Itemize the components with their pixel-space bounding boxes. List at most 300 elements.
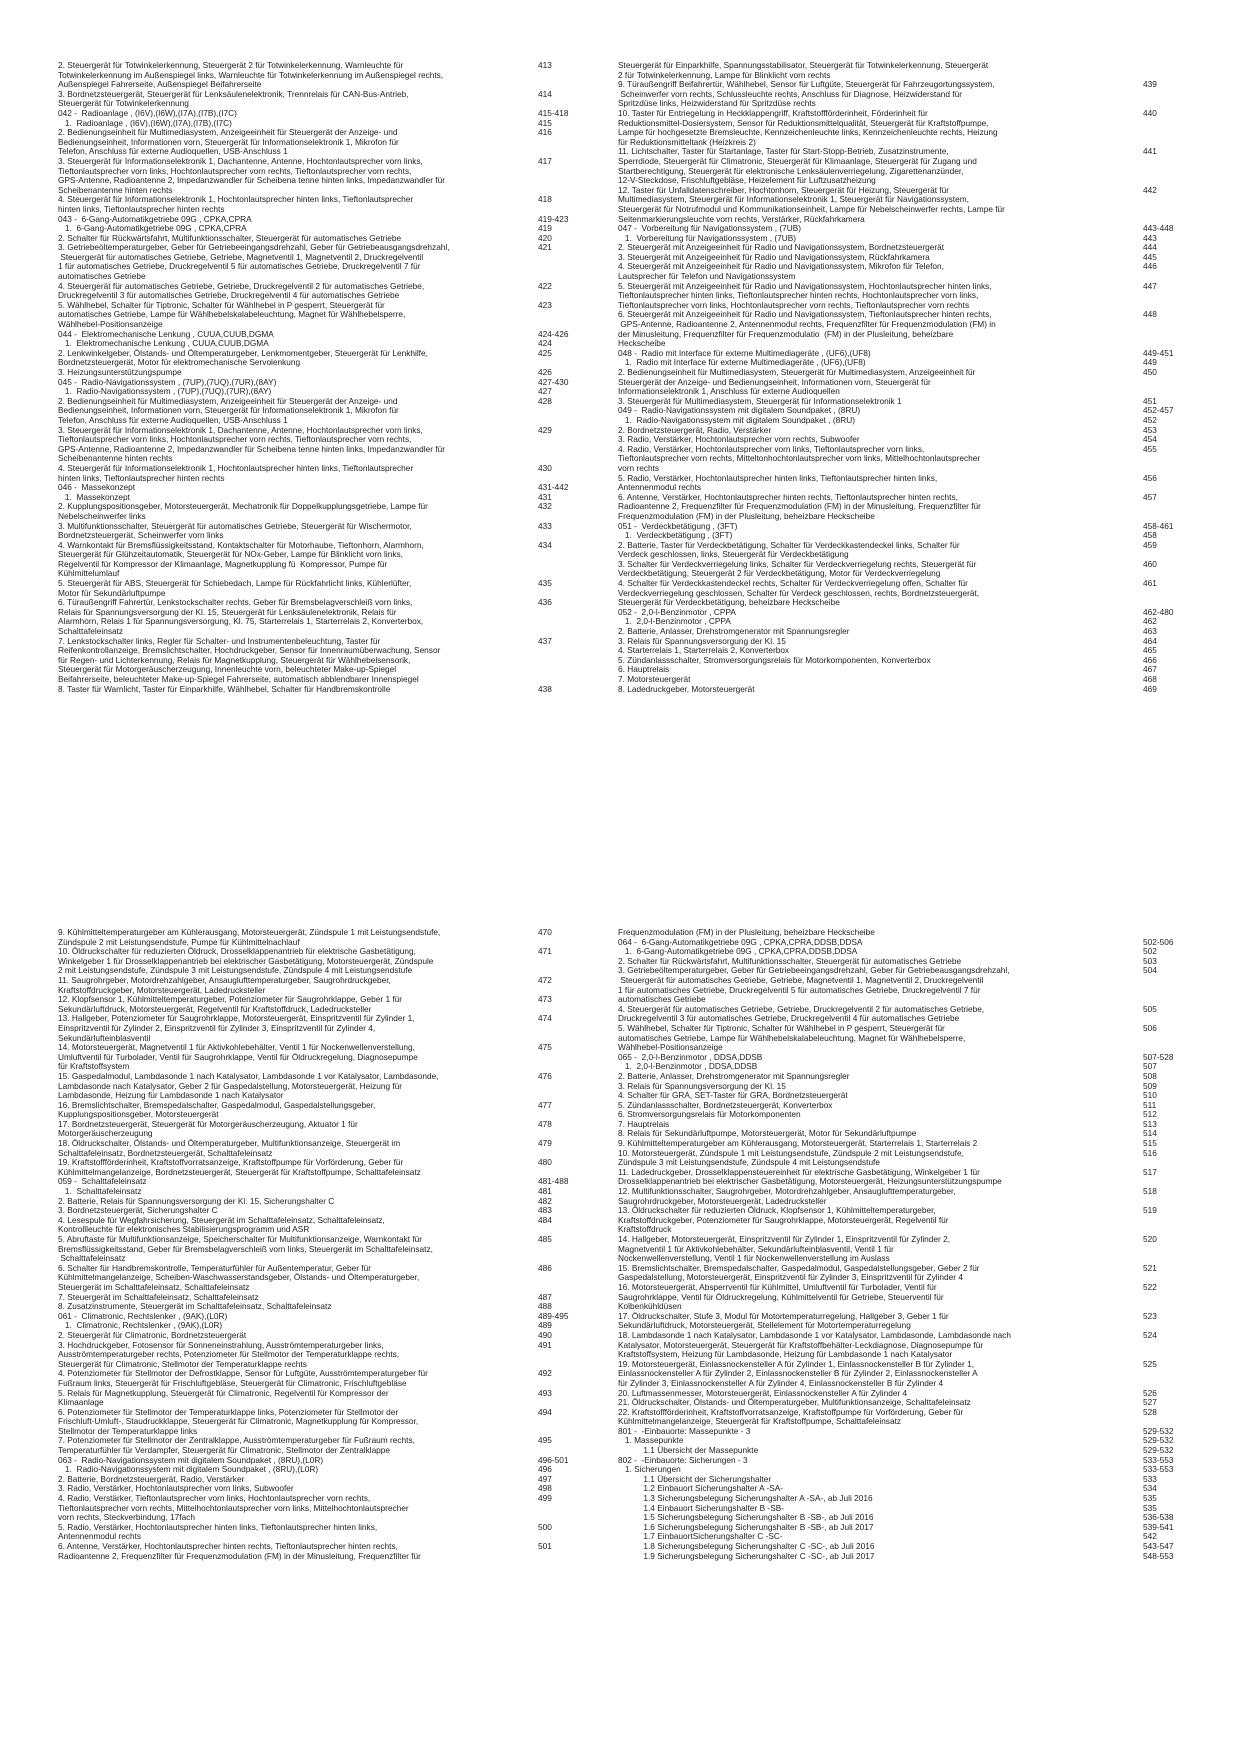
toc-entry-text: 6. Antenne, Verstärker, Hochtonlautsprecher hinten rechts, Tieftonlautsprecher hinten rechts, Radioantenne 2, Frequenzfilter für Frequenzmodulation (FM) in der Minusleitung, Frequenzfilter für Frequenzmodulation (FM) in der Plusleitung, beheizbare Heckscheibe [618,491,981,521]
toc-entry-page: 467 [1143,664,1157,675]
toc-entry-page: 492 [538,1368,552,1379]
toc-entry-text: 048 - Radio mit Interface für externe Multimediageräte , (UF6),(UF8) [618,347,871,358]
toc-entry-text: 15. Bremslichtschalter, Bremspedalschalter, Gaspedalmodul, Gaspedalstellungsgeber, Geber 2 für Gaspedalstellung, Motorsteuergerät, Einspritzventil für Zylinder 3, Einspritzventil für Zylinder 4 [618,1262,980,1283]
toc-entry-text: 10. Taster für Entriegelung in Heckklappengriff, Kraftstoffförderinheit, Förderinheit für Reduktionsmittel-Dosiersystem, Sensor für Reduktionsmittelqualität, Steuergerät für Kraftstoffpumpe, Lampe für hochgesetzte Bremsleuchte, Kennzeichenleuchte links, Kennzeichenleuchte rechts, Heizung für Reduktionsmitteltank (Heizkreis 2) [618,107,998,147]
toc-entry-text: 2. Steuergerät mit Anzeigeeinheit für Radio und Navigationssystem, Bordnetzsteuergerät [618,242,945,253]
toc-entry-page: 452 [1143,414,1157,425]
toc-entry [618,310,1178,348]
toc-entry-text: 3. Radio, Verstärker, Hochtonlautsprecher vorn rechts, Subwoofer [618,434,860,445]
toc-entry-page: 515 [1143,1138,1157,1149]
toc-entry-text: 5. Wählhebel, Schalter für Tiptronic, Schalter für Wählhebel in P gesperrt, Steuergerät für automatisches Getriebe, Lampe für Wählhebelskalabeleuchtung, Magnet für Wählhebelsperre, Wählhebel-Positionsanzeige [618,1022,966,1053]
toc-entry-page: 514 [1143,1128,1157,1139]
toc-entry-page: 533-553 [1143,1464,1174,1475]
toc-entry-text: 2. Batterie, Relais für Spannungsversorgung der Kl. 15, Sicherungshalter C [58,1195,335,1206]
toc-entry-page: 449-451 [1143,347,1174,358]
toc-entry-text: 12. Klopfsensor 1, Kühlmitteltemperaturgeber, Potenziometer für Saugrohrklappe, Geber 1 für Sekundärluftdruck, Motorsteuergerät, Regelventil für Kraftstoffdruck, Ladedrucksteller [58,994,403,1014]
toc-entry-text: 1. 2,0-l-Benzinmotor , CPPA [618,616,731,627]
toc-entry-page: 431-442 [538,482,569,493]
toc-entry-text: 3. Steuergerät mit Anzeigeeinheit für Radio und Navigationssystem, Rückfahrkamera [618,251,930,262]
toc-entry-text: 19. Motorsteuergerät, Einlassnockensteller A für Zylinder 1, Einlassnockensteller B für Zylinder 1, Einlassnockensteller A für Zylinder 2, Einlassnockensteller B für Zylinder 2, Einlassnockensteller A für Zylinder 3, Einlassnockensteller A für Zylinder 4, Einlassnockensteller B für Zylinder 4 [618,1358,978,1388]
toc-entry-page: 476 [538,1070,552,1081]
toc-entry-page: 469 [1143,683,1157,694]
toc-entry-page: 481 [538,1186,552,1197]
toc-entry [618,685,1178,695]
toc-entry-page: 487 [538,1291,552,1302]
toc-entry-text: 2. Batterie, Taster für Verdeckbetätigung, Schalter für Verdeckkastendeckel links, Schalter für Verdeck geschlossen, links, Steuergerät für Verdeckbetätigung [618,539,960,560]
toc-entry [618,1552,1178,1562]
toc-entry-text: Frequenzmodulation (FM) in der Plusleitung, beheizbare Heckscheibe [618,928,875,937]
toc-entry-text: 046 - Massekonzept [58,482,136,493]
toc-entry-page: 446 [1143,261,1157,272]
toc-entry-text: 4. Potenziometer für Stellmotor der Defrostklappe, Sensor für Luftgüte, Ausströmtemperaturgeber für Fußraum links, Steuergerät für Frischluftgebläse, Steuergerät für Climatronic, Frischluftgebläse [58,1368,428,1388]
toc-entry-text: 19. Kraftstoffförderinheit, Kraftstoffvorratsanzeige, Kraftstoffpumpe für Vorförderung, Geber für Kühlmittelmangelanzeige, Bordnetzsteuergerät, Steuergerät für Kraftstoffpumpe, Schalttafeleinsatz [58,1157,421,1177]
toc-entry-text: 3. Hochdruckgeber, Fotosensor für Sonneneinstrahlung, Ausströmtemperaturgeber links, Ausströmtemperaturgeber rechts, Potenziometer für Stellmotor der Temperaturklappe rechts, Steuergerät für Climatronic, Stellmotor der Temperaturklappe rechts [58,1339,400,1369]
toc-entry-text: 3. Relais für Spannungsversorgung der Kl. 15 [618,1080,786,1091]
toc-entry-page: 525 [1143,1358,1157,1369]
toc-entry-text: 5. Abruftaste für Multifunktionsanzeige, Speicherschalter für Multifunktionsanzeige, Warnkontakt für Bremsflüssigkeitsstand, Geber für Bremsbelagverschleiß vorn links, Steuergerät im Schalttafeleinsatz, Schalttafeleinsatz [58,1234,433,1264]
toc-entry-text: 061 - Climatronic, Rechtslenker , (9AK),(L0R) [58,1310,228,1321]
toc-entry-text: 3. Steuergerät für Informationselektronik 1, Dachantenne, Antenne, Hochtonlautsprecher vorn links, Tieftonlautsprecher vorn links, Hochtonlautsprecher vorn rechts, Tieftonlautsprecher vorn rechts, GPS-Antenne, Radioantenne 2, Impedanzwandler für Scheibena tenne hinten links, Impedanzwandler für Scheibenantenne hinten rechts [58,155,445,195]
toc-entry [58,1120,598,1139]
toc-entry-text: 1. Radio-Navigationssystem mit digitalem Soundpaket , (8RU) [618,414,856,425]
toc-entry-page: 443-448 [1143,223,1174,234]
toc-entry-text: 8. Taster für Warnlicht, Taster für Einparkhilfe, Wählhebel, Schalter für Handbremskontrolle [58,683,391,694]
toc-entry [58,157,598,195]
toc-entry-text: 059 - Schalttafeleinsatz [58,1176,147,1187]
toc-entry-text: 1. Radioanlage , (I6V),(I6W),(I7A),(I7B),(I7C) [58,117,232,128]
toc-entry-text: 4. Schalter für Verdeckkastendeckel rechts, Schalter für Verdeckverriegelung offen, Schalter für Verdeckverriegelung geschlossen, Schalter für Verdeck geschlossen, rechts, Bordnetzsteuergerät, Steuergerät für Verdeckbetätigung, beheizbare Heckscheibe [618,578,980,608]
toc-entry [58,1139,598,1158]
toc-entry-text: 065 - 2,0-l-Benzinmotor , DDSA,DDSB [618,1051,763,1062]
toc-panel-bottom-left [58,928,598,1695]
toc-entry-text: 4. Warnkontakt für Bremsflüssigkeitsstand, Kontaktschalter für Motorhaube, Tieftonhorn, Alarmhorn, Steuergerät für Glühzeitautomatik, Steuergerät für NOx-Geber, Lampe für Blinklicht vorn links, Regelventil für Kompressor der Klimaanlage, Magnetkupplung fü Kompressor, Pumpe für Kühlmittelumlauf [58,539,424,579]
toc-panel-bottom-right [618,928,1178,1695]
toc-entry-page: 528 [1143,1406,1157,1417]
toc-entry-text: 6. Stromversorgungsrelais für Motorkomponenten [618,1109,801,1120]
toc-entry-text: 10. Motorsteuergerät, Zündspule 1 mit Leistungsendstufe, Zündspule 2 mit Leistungsendstufe, Zündspule 3 mit Leistungsendstufe, Zündspule 4 mit Leistungsendstufe [618,1147,964,1168]
toc-entry-text: 3. Steuergerät für Multimediasystem, Steuergerät für Informationselektronik 1 [618,395,902,406]
toc-entry-text: 13. Hallgeber, Potenziometer für Saugrohrklappe, Motorsteuergerät, Einspritzventil für Zylinder 1, Einspritzventil für Zylinder 2, Einspritzventil für Zylinder 3, Einspritzventil für Zylinder 4, Sekundärlufteinblasventil [58,1013,415,1043]
toc-entry [58,1389,598,1408]
toc-entry-page: 490 [538,1329,552,1340]
toc-entry-page: 486 [538,1262,552,1273]
toc-entry-page: 477 [538,1099,552,1110]
toc-entry-page: 440 [1143,107,1157,118]
toc-entry-page: 436 [538,597,552,608]
toc-entry-text: 8. Ladedruckgeber, Motorsteuergerät [618,683,755,694]
toc-entry-page: 422 [538,280,552,291]
toc-entry-text: 2. Bedienungseinheit für Multimediasystem, Steuergerät für Multimediasystem, Anzeigeeinheit für Steuergerät der Anzeige- und Bedienungseinheit, Informationen vorn, Steuergerät für Informationselektronik 1, Anschluss für externe Audioquellen [618,367,976,397]
toc-entry-text: 1. Radio-Navigationssystem mit digitalem Soundpaket , (8RU),(L0R) [58,1464,319,1475]
toc-entry [58,349,598,368]
toc-panel-top-left [58,61,598,828]
toc-entry-text: 4. Starterrelais 1, Starterrelais 2, Konverterbox [618,645,790,656]
toc-entry-page: 465 [1143,645,1157,656]
toc-entry-page: 458-461 [1143,520,1174,531]
toc-entry-page: 527 [1143,1397,1157,1408]
toc-entry-page: 418 [538,194,552,205]
toc-entry-page: 533-553 [1143,1454,1174,1465]
toc-entry [58,1235,598,1264]
toc-entry [58,598,598,636]
toc-entry-page: 529-532 [1143,1435,1174,1446]
toc-entry-text: 1.8 Sicherungsbelegung Sicherungshalter C -SC-, ab Juli 2016 [618,1541,875,1551]
toc-entry-text: 1. Schalttafeleinsatz [58,1186,142,1197]
toc-entry-page: 529-532 [1143,1425,1174,1436]
toc-entry-page: 461 [1143,578,1157,589]
toc-entry-text: 2. Steuergerät für Climatronic, Bordnetzsteuergerät [58,1329,247,1340]
toc-entry-page: 499 [538,1493,552,1504]
toc-entry-text: 051 - Verdeckbetätigung , (3FT) [618,520,738,531]
toc-entry-text: 1. Vorbereitung für Navigationssystem , (7UB) [618,232,797,243]
toc-entry-page: 429 [538,424,552,435]
toc-entry-text: 7. Hauptrelais [618,1118,670,1129]
toc-entry-page: 475 [538,1042,552,1053]
toc-entry-page: 414 [538,88,552,99]
toc-entry-text: 1.9 Sicherungsbelegung Sicherungshalter C -SC-, ab Juli 2017 [618,1550,875,1561]
toc-entry-text: 8. Relais für Sekundärluftpumpe, Motorsteuergerät, Motor für Sekundärluftpumpe [618,1128,917,1139]
toc-entry-text: 4. Schalter für GRA, SET-Taster für GRA, Bordnetzsteuergerät [618,1090,848,1101]
toc-entry-text: 6. Antenne, Verstärker, Hochtonlautsprecher hinten rechts, Tieftonlautsprecher hinten rechts, Radioantenne 2, Frequenzfilter für Frequenzmodulation (FM) in der Minusleitung, Frequenzfilter für [58,1541,421,1561]
toc-entry-page: 505 [1143,1003,1157,1014]
toc-entry-text: 11. Ladedruckgeber, Drosselklappensteuereinheit für elektrische Gasbetätigung, Winkelgeber 1 für Drosselklappenantrieb bei elektrischer Gasbetätigung, Motorsteuergerät, Heizungsunterstützungspumpe [618,1166,1002,1187]
toc-entry-text: 1. Radio mit Interface für externe Multimediageräte , (UF6),(UF8) [618,357,866,368]
toc-entry-page: 427-430 [538,376,569,387]
toc-entry-text: 3. Multifunktionsschalter, Steuergerät für automatisches Getriebe, Steuergerät für Wischermotor, Bordnetzsteuergerät, Scheinwerfer vorn links [58,520,412,541]
toc-entry-text: Steuergerät für Einparkhilfe, Spannungsstabilisator, Steuergerät für Totwinkelerkennung, Steuergerät 2 für Totwinkelerkennung, Lampe für Blinklicht vorn rechts [618,61,989,80]
toc-entry-page: 445 [1143,251,1157,262]
toc-entry-text: 9. Kühlmitteltemperaturgeber am Kühlerausgang, Motorsteuergerät, Zündspule 1 mit Leistungsendstufe, Zündspule 2 mit Leistungsendstufe, Pumpe für Kühlmittelnachlauf [58,928,441,947]
toc-entry-page: 520 [1143,1234,1157,1244]
toc-entry [618,1312,1178,1331]
toc-entry-page: 457 [1143,491,1157,502]
toc-entry [618,109,1178,147]
toc-entry-text: 1.3 Sicherungsbelegung Sicherungshalter A -SA-, ab Juli 2016 [618,1493,873,1504]
toc-entry-page: 449 [1143,357,1157,368]
toc-entry-text: 5. Zündanlassschalter, Stromversorgungsrelais für Motorkomponenten, Konverterbox [618,654,931,665]
toc-entry [618,1206,1178,1235]
toc-entry-page: 456 [1143,472,1157,483]
toc-entry [618,1360,1178,1389]
toc-entry-text: 049 - Radio-Navigationssystem mit digitalem Soundpaket , (8RU) [618,405,861,416]
toc-entry [618,541,1178,560]
toc-entry-text: 4. Steuergerät für Informationselektronik 1, Hochtonlautsprecher hinten links, Tieftonlautsprecher hinten links, Tieftonlautsprecher hinten rechts [58,462,414,483]
toc-entry-text: 3. Schalter für Verdeckverriegelung links, Schalter für Verdeckverriegelung rechts, Steuergerät für Verdeckbetätigung, Steuergerät 2 für Verdeckbetätigung, Motor für Verdeckverriegelung [618,558,977,579]
toc-entry-text: 1. Radio-Navigationssystem , (7UP),(7UQ),(7UR),(8AY) [58,386,272,397]
toc-entry [618,493,1178,522]
toc-entry-page: 480 [538,1157,552,1168]
toc-entry-page: 500 [538,1521,552,1532]
toc-entry-page: 481-488 [538,1176,569,1187]
toc-entry-text: 052 - 2,0-l-Benzinmotor , CPPA [618,606,736,617]
toc-entry-page: 504 [1143,965,1157,976]
toc-entry-page: 482 [538,1195,552,1206]
toc-entry-page: 460 [1143,558,1157,569]
toc-entry-page: 431 [538,491,552,502]
toc-entry-page: 452-457 [1143,405,1174,416]
toc-entry-text: 1.4 Einbauort Sicherungshalter B -SB- [618,1502,785,1513]
toc-entry-page: 535 [1143,1502,1157,1513]
toc-entry [618,1024,1178,1053]
toc-entry [618,1331,1178,1360]
toc-entry-page: 489 [538,1320,552,1331]
toc-entry-page: 516 [1143,1147,1157,1158]
toc-entry-text: 3. Relais für Spannungsversorgung der Kl. 15 [618,635,786,646]
toc-entry-page: 522 [1143,1281,1157,1292]
toc-entry-page: 502 [1143,946,1157,957]
toc-entry-page: 512 [1143,1109,1157,1120]
toc-entry-page: 535 [1143,1493,1157,1504]
toc-entry-page: 502-506 [1143,936,1174,947]
toc-entry-text: 14. Motorsteuergerät, Magnetventil 1 für Aktivkohlebehälter, Ventil 1 für Nockenwellenverstellung, Umluftventil für Turbolader, Ventil für Saugrohrklappe, Ventil für Öldruckregelung, Diagnosepumpe für Kraftstoffsystem [58,1042,418,1072]
toc-entry-page: 497 [538,1473,552,1484]
toc-entry-text: 1. Sicherungen [618,1464,681,1475]
toc-entry [58,1264,598,1293]
toc-entry-page: 507 [1143,1061,1157,1072]
toc-entry [618,1168,1178,1187]
toc-entry-page: 419 [538,223,552,234]
toc-entry-page: 442 [1143,184,1157,195]
toc-entry-page: 506 [1143,1022,1157,1033]
toc-entry-text: 2. Bedienungseinheit für Multimediasystem, Anzeigeeinheit für Steuergerät der Anzeige- und Bedienungseinheit, Informationen vorn, Steuergerät für Informationselektronik 1, Mikrofon für Telefon, Anschluss für externe Audioquellen, USB-Anschluss 1 [58,395,399,425]
toc-entry-text: 4. Radio, Verstärker, Tieftonlautsprecher vorn links, Hochtonlautsprecher vorn rechts, Tieftonlautsprecher vorn rechts, Mittelhochtonlautsprecher vorn links, Mittelhochtonlautsprecher vorn rechts, Steckverbindung, 17fach [58,1493,409,1523]
toc-entry-text: 802 - -Einbauorte: Sicherungen - 3 [618,1454,748,1465]
toc-entry-text: 9. Kühlmitteltemperaturgeber am Kühlerausgang, Motorsteuergerät, Starterrelais 1, Starterrelais 2 [618,1138,978,1149]
toc-entry [618,1149,1178,1168]
toc-entry-page: 529-532 [1143,1445,1174,1456]
toc-entry-page: 491 [538,1339,552,1350]
toc-entry [58,426,598,464]
toc-entry [618,147,1178,185]
toc-entry-page: 430 [538,462,552,473]
toc-entry-text: 2. Batterie, Anlasser, Drehstromgenerator mit Spannungsregler [618,1070,850,1081]
toc-entry-text: 5. Wählhebel, Schalter für Tiptronic, Schalter für Wählhebel in P gesperrt, Steuergerät für automatisches Getriebe, Lampe für Wählhebelskalabeleuchtung, Magnet für Wählhebelsperre, Wählhebel-Positionsanzeige [58,299,406,330]
toc-entry-text: 4. Steuergerät für automatisches Getriebe, Getriebe, Druckregelventil 2 für automatisches Getriebe, Druckregelventil 3 für automatisches Getriebe, Druckregelventil 4 für automatisches Getriebe [58,280,425,301]
toc-entry-page: 517 [1143,1166,1157,1177]
toc-entry-text: 16. Motorsteuergerät, Absperrventil für Kühlmittel, Umluftventil für Turbolader, Ventil für Saugrohrklappe, Ventil für Öldruckregelung, Kühlmittelventil für Getriebe, Steuerventil für Kolbenkühldüsen [618,1281,944,1312]
toc-entry [618,1235,1178,1264]
toc-entry-text: 1. Massekonzept [58,491,130,502]
toc-entry-text: 6. Steuergerät mit Anzeigeeinheit für Radio und Navigationssystem, Tieftonlautsprecher hinten rechts, GPS-Antenne, Radioantenne 2, Antennenmodul rechts, Frequenzfilter für Frequenzmodulation (FM) in der Minusleitung, Frequenzfilter für Frequenzmodulatio (FM) in der Plusleitung, beheizbare Heckscheibe [618,309,996,349]
toc-entry-text: 4. Steuergerät für automatisches Getriebe, Getriebe, Druckregelventil 2 für automatisches Getriebe, Druckregelventil 3 für automatisches Getriebe, Druckregelventil 4 für automatisches Getriebe [618,1003,985,1024]
toc-entry-text: 18. Lambdasonde 1 nach Katalysator, Lambdasonde 1 vor Katalysator, Lambdasonde, Lambdasonde nach Katalysator, Motorsteuergerät, Steuergerät für Kraftstoffbehälter-Leckdiagnose, Diagnosepumpe für Kraftstoffsystem, Heizung für Lambdasonde, Heizung für Lambdasonde 1 nach Katalysator [618,1329,1011,1360]
toc-entry-text: 13. Öldruckschalter für reduzierten Öldruck, Klopfsensor 1, Kühlmitteltemperaturgeber, Kraftstoffdruckgeber, Potenziometer für Saugrohrklappe, Motorsteuergerät, Regelventil für Kraftstoffdruck [618,1205,949,1235]
toc-entry-page: 543-547 [1143,1541,1174,1551]
toc-entry-text: 6. Potenziometer für Stellmotor der Temperaturklappe links, Potenziometer für Stellmotor der Frischluft-Umluft-, Staudruckklappe, Steuergerät für Climatronic, Magnetkupplung für Kompressor, Stellmotor der Temperaturklappe links [58,1406,419,1436]
toc-entry-page: 416 [538,127,552,138]
toc-entry [58,1216,598,1235]
toc-entry-page: 474 [538,1013,552,1024]
toc-entry [58,464,598,483]
toc-entry-text: 4. Radio, Verstärker, Hochtonlautsprecher vorn links, Tieftonlautsprecher vorn links, Tieftonlautsprecher vorn rechts, Mitteltonhochtonlautsprecher vorn links, Mittelhochtonlautsprecher vorn rechts [618,443,981,473]
toc-entry [618,560,1178,579]
toc-entry-page: 503 [1143,955,1157,966]
toc-entry-text: 801 - -Einbauorte: Massepunkte - 3 [618,1425,751,1436]
toc-entry-page: 483 [538,1205,552,1216]
toc-entry-page: 472 [538,974,552,985]
toc-entry-page: 443 [1143,232,1157,243]
toc-entry-text: 3. Bordnetzsteuergerät, Sicherungshalter C [58,1205,218,1216]
toc-entry-page: 424-426 [538,328,569,339]
toc-entry-text: 1.6 Sicherungsbelegung Sicherungshalter B -SB-, ab Juli 2017 [618,1521,874,1532]
toc-entry [58,995,598,1014]
toc-entry-page: 509 [1143,1080,1157,1091]
toc-entry-text: 17. Öldruckschalter, Stufe 3, Modul für Motortemperaturregelung, Hallgeber 3, Geber 1 für Sekundärluftdruck, Motorsteuergerät, Stellelement für Motortemperaturregelung [618,1310,949,1331]
toc-entry-page: 468 [1143,674,1157,684]
toc-entry [58,928,598,947]
toc-entry [58,579,598,598]
toc-entry-text: 064 - 6-Gang-Automatikgetriebe 09G , CPKA,CPRA,DDSB,DDSA [618,936,863,947]
toc-entry-text: 2. Lenkwinkelgeber, Ölstands- und Öltemperaturgeber, Lenkmomentgeber, Steuergerät für Lenkhilfe, Bordnetzsteuergerät, Motor für elektromechanische Servolenkung [58,347,428,368]
toc-entry [58,1523,598,1542]
toc-entry [618,1283,1178,1312]
toc-entry-page: 419-423 [538,213,569,224]
toc-entry [58,1101,598,1120]
toc-entry-page: 415-418 [538,107,569,118]
toc-entry-page: 498 [538,1483,552,1494]
toc-entry-text: 20. Luftmassenmesser, Motorsteuergerät, Einlassnockensteller A für Zylinder 4 [618,1387,908,1398]
toc-entry [58,1072,598,1101]
toc-entry-page: 413 [538,61,552,70]
toc-entry-page: 448 [1143,309,1157,320]
toc-entry-page: 432 [538,501,552,512]
toc-entry-page: 533 [1143,1473,1157,1484]
toc-entry [618,282,1178,311]
toc-entry-text: 3. Steuergerät für Informationselektronik 1, Dachantenne, Antenne, Hochtonlautsprecher vorn links, Tieftonlautsprecher vorn links, Hochtonlautsprecher vorn rechts, Tieftonlautsprecher vorn rechts, GPS-Antenne, Radioantenne 2, Impedanzwandler für Scheibena tenne hinten links, Impedanzwandler für Scheibenantenne hinten rechts [58,424,445,464]
toc-entry-text: 15. Gaspedalmodul, Lambdasonde 1 nach Katalysator, Lambdasonde 1 vor Katalysator, Lambdasonde, Lambdasonde nach Katalysator, Geber 2 für Gaspedalstellung, Motorsteuergerät, Heizung für Lambdasonde, Heizung für Lambdasonde 1 nach Katalysator [58,1070,439,1101]
toc-entry-text: 21. Öldruckschalter, Ölstands- und Öltemperaturgeber, Multifunktionsanzeige, Schalttafeleinsatz [618,1397,971,1408]
toc-entry-text: 044 - Elektromechanische Lenkung , CUUA,CUUB,DGMA [58,328,274,339]
toc-entry-text: 4. Steuergerät für Informationselektronik 1, Hochtonlautsprecher hinten links, Tieftonlautsprecher hinten links, Tieftonlautsprecher hinten rechts [58,194,414,214]
toc-entry-text: 1.2 Einbauort Sicherungshalter A -SA- [618,1483,784,1494]
toc-entry [58,502,598,521]
toc-entry-page: 441 [1143,146,1157,157]
toc-entry-page: 424 [538,338,552,349]
toc-entry-page: 542 [1143,1531,1157,1542]
toc-entry-page: 425 [538,347,552,358]
toc-entry-text: 1. 2,0-l-Benzinmotor , DDSA,DDSB [618,1061,758,1072]
toc-entry-page: 495 [538,1435,552,1446]
toc-entry-text: 12. Multifunktionsschalter, Saugrohrgeber, Motordrehzahlgeber, Ansauglufttemperaturgeber, Saugrohrdruckgeber, Motorsteuergerät, Ladedrucksteller [618,1186,956,1206]
toc-entry-page: 463 [1143,626,1157,637]
toc-entry [58,947,598,976]
toc-entry-text: 042 - Radioanlage , (I6V),(I6W),(I7A),(I7B),(I7C) [58,107,237,118]
toc-entry-page: 420 [538,232,552,243]
toc-entry-text: 3. Radio, Verstärker, Hochtonlautsprecher vorn links, Subwoofer [58,1483,294,1494]
toc-entry-page: 459 [1143,539,1157,550]
toc-entry-page: 513 [1143,1118,1157,1129]
toc-entry-page: 417 [538,155,552,166]
toc-entry-text: 047 - Vorbereitung für Navigationssystem , (7UB) [618,223,802,234]
toc-entry-page: 473 [538,994,552,1005]
toc-entry-text: 2. Batterie, Bordnetzsteuergerät, Radio, Verstärker [58,1473,245,1484]
toc-entry-page: 427 [538,386,552,397]
toc-entry-page: 444 [1143,242,1157,253]
toc-entry-text: 1.5 Sicherungsbelegung Sicherungshalter B -SB-, ab Juli 2016 [618,1512,874,1523]
toc-entry-page: 488 [538,1301,552,1312]
toc-entry-text: 1.1 Übersicht der Sicherungshalter [618,1473,772,1484]
toc-entry-text: 7. Lenkstockschalter links, Regler für Schalter- und Instrumentenbeleuchtung, Taster für Reifenkontrollanzeige, Bremslichtschalter, Hochdruckgeber, Sensor für Innenraumüberwachung, Sensor für Regen- und Lichterkennung, Relais für Magnetkupplung, Steuergerät für Wählhebelsensorik, Steuergerät für Motorgeräuscherzeugung, Innenleuchte vorn, beleuchteter Make-up-Spiegel Beifahrerseite, beleuchteter Make-up-Spiegel Fahrerseite, automatisch abblendbarer Innenspiegel [58,635,441,684]
toc-entry [58,243,598,281]
toc-entry-page: 451 [1143,395,1157,406]
toc-entry-text: 2. Schalter für Rückwärtsfahrt, Multifunktionsschalter, Steuergerät für automatisches Getriebe [58,232,402,243]
toc-entry-page: 450 [1143,367,1157,377]
toc-entry [618,445,1178,474]
toc-entry-page: 438 [538,683,552,694]
toc-entry-page: 518 [1143,1186,1157,1197]
toc-entry-page: 534 [1143,1483,1157,1494]
toc-entry-text: 6. Türaußengriff Fahrertür, Lenkstockschalter rechts, Geber für Bremsbelagverschleiß vorn links, Relais für Spannungsversorgung der Kl. 15, Steuergerät für Lenksäulenelektronik, Relais für Alarmhorn, Relais 1 für Spannungsversorgung, Kl. 75, Starterrelais 1, Starterrelais 2, Konverterbox, Schalttafeleinsatz [58,597,424,637]
toc-entry-text: 9. Türaußengriff Beifahrertür, Wählhebel, Sensor für Luftgüte, Steuergerät für Fahrzeugortungssystem, Scheinwerfer vorn rechts, Schlussleuchte rechts, Anschluss für Diagnose, Heizwiderstand für Spritzdüse links, Heizwiderstand für Spritzdüse rechts [618,79,995,109]
toc-entry [58,1542,598,1561]
toc-entry [58,301,598,330]
toc-entry [58,685,598,695]
toc-entry-text: 1. 6-Gang-Automatikgetriebe 09G , CPKA,CPRA [58,223,247,234]
toc-entry-text: 8. Zusatzinstrumente, Steuergerät im Schalttafeleinsatz, Schalttafeleinsatz [58,1301,332,1312]
toc-entry-page: 415 [538,117,552,128]
toc-entry [58,1436,598,1455]
toc-entry-page: 548-553 [1143,1550,1174,1561]
toc-entry-text: 1.1 Übersicht der Massepunkte [618,1445,759,1456]
toc-entry-page: 478 [538,1118,552,1129]
toc-entry-text: 12. Taster für Unfalldatenschreiber, Hochtonhorn, Steuergerät für Heizung, Steuergerät für Multimediasystem, Steuergerät für Informationselektronik 1, Steuergerät für Navigationssystem, Steuergerät für Notrufmodul und Kommunikationseinheit, Lampe für Nebelscheinwerfer rechts, Lampe für Seitenmarkierungsleuchte vorn rechts, Verstärker, Rückfahrkamera [618,184,1005,224]
toc-entry-text: 10. Öldruckschalter für reduzierten Öldruck, Drosselklappenantrieb für elektrische Gasbetätigung, Winkelgeber 1 für Drosselklappenantrieb bei elektrischer Gasbetätigung, Motorsteuergerät, Zündspule 2 mit Leistungsendstufe, Zündspule 3 mit Leistungsendstufe, Zündspule 4 mit Leistungsendstufe [58,946,434,976]
toc-entry [58,128,598,157]
toc-entry-page: 519 [1143,1205,1157,1216]
toc-entry-text: 7. Potenziometer für Stellmotor der Zentralklappe, Ausströmtemperaturgeber für Fußraum rechts, Temperaturfühler für Verdampfer, Steuergerät für Climatronic, Stellmotor der Zentralklappe [58,1435,415,1456]
toc-entry-page: 433 [538,520,552,531]
toc-entry-page: 508 [1143,1070,1157,1081]
toc-entry [618,186,1178,224]
toc-entry-text: 11. Saugrohrgeber, Motordrehzahlgeber, Ansauglufttemperaturgeber, Saugrohrdruckgeber, Kraftstoffdruckgeber, Motorsteuergerät, Ladedrucksteller [58,974,391,995]
toc-entry-page: 435 [538,578,552,589]
toc-entry [618,579,1178,608]
toc-entry [58,637,598,685]
toc-entry-page: 471 [538,946,552,957]
toc-panel-top-right [618,61,1178,828]
toc-entry-page: 454 [1143,434,1157,445]
toc-entry-text: 1. Climatronic, Rechtslenker , (9AK),(L0R) [58,1320,223,1331]
toc-entry-text: 1. Verdeckbetätigung , (3FT) [618,530,733,541]
toc-entry-page: 484 [538,1214,552,1225]
toc-entry-text: 6. Hauptrelais [618,664,670,675]
toc-entry-page: 526 [1143,1387,1157,1398]
toc-entry-text: 3. Getriebeöltemperaturgeber, Geber für Getriebeeingangsdrehzahl, Geber für Getriebeausgangsdrehzahl, Steuergerät für automatisches Getriebe, Getriebe, Magnetventil 1, Magnetventil 2, Druckregelventil 1 für automatisches Getriebe, Druckregelventil 5 für automatisches Getriebe, Druckregelventil 7 für automatisches Getriebe [58,242,450,282]
toc-entry [618,474,1178,493]
toc-entry [58,976,598,995]
toc-entry-text: 11. Lichtschalter, Taster für Startanlage, Taster für Start-Stopp-Betrieb, Zusatzinstrumente, Sperrdiode, Steuergerät für Climatronic, Steuergerät für Klimaanlage, Steuergerät für Zugang und Startberechtigung, Steuergerät für elektronische Lenksäulenverriegelung, Zigarettenanzünder, 12-V-Steckdose, Frischluftgebläse, Heizelement für Luftzusatzheizung [618,146,977,186]
toc-entry-text: 2. Steuergerät für Totwinkelerkennung, Steuergerät 2 für Totwinkelerkennung, Warnleuchte für Totwinkelerkennung im Außenspiegel links, Warnleuchte für Totwinkelerkennung im Außenspiegel rechts, Außenspiegel Fahrerseite, Außenspiegel Beifahrerseite [58,61,444,90]
toc-entry [58,1408,598,1437]
toc-entry-text: 14. Hallgeber, Motorsteuergerät, Einspritzventil für Zylinder 1, Einspritzventil für Zylinder 2, Magnetventil 1 für Aktivkohlebehälter, Sekundärlufteinblasventil, Ventil 1 für Nockenwellenverstellung, Ventil 1 für Nockenwellenverstellung im Auslass [618,1234,951,1264]
toc-entry-text: 17. Bordnetzsteuergerät, Steuergerät für Motorgeräuscherzeugung, Aktuator 1 für Motorgeräuscherzeugung [58,1118,358,1139]
toc-entry-page: 479 [538,1138,552,1149]
toc-entry-text: 043 - 6-Gang-Automatikgetriebe 09G , CPKA,CPRA [58,213,252,224]
toc-entry-page: 539-541 [1143,1521,1174,1532]
toc-entry-text: 5. Zündanlassschalter, Bordnetzsteuergerät, Konverterbox [618,1099,833,1110]
toc-entry-page: 421 [538,242,552,253]
toc-entry-page: 437 [538,635,552,646]
toc-entry-page: 455 [1143,443,1157,454]
toc-entry-text: 5. Steuergerät für ABS, Steuergerät für Schiebedach, Lampe für Rückfahrlicht links, Kühlerlüfter, Motor für Sekundärluftpumpe [58,578,412,598]
toc-entry [58,1494,598,1523]
toc-entry-page: 426 [538,367,552,377]
toc-entry [618,262,1178,281]
toc-entry [58,1369,598,1388]
toc-entry-page: 447 [1143,280,1157,291]
toc-entry-text: 7. Steuergerät im Schalttafeleinsatz, Schalttafeleinsatz [58,1291,259,1302]
toc-entry-text: 063 - Radio-Navigationssystem mit digitalem Soundpaket , (8RU),(L0R) [58,1454,324,1465]
